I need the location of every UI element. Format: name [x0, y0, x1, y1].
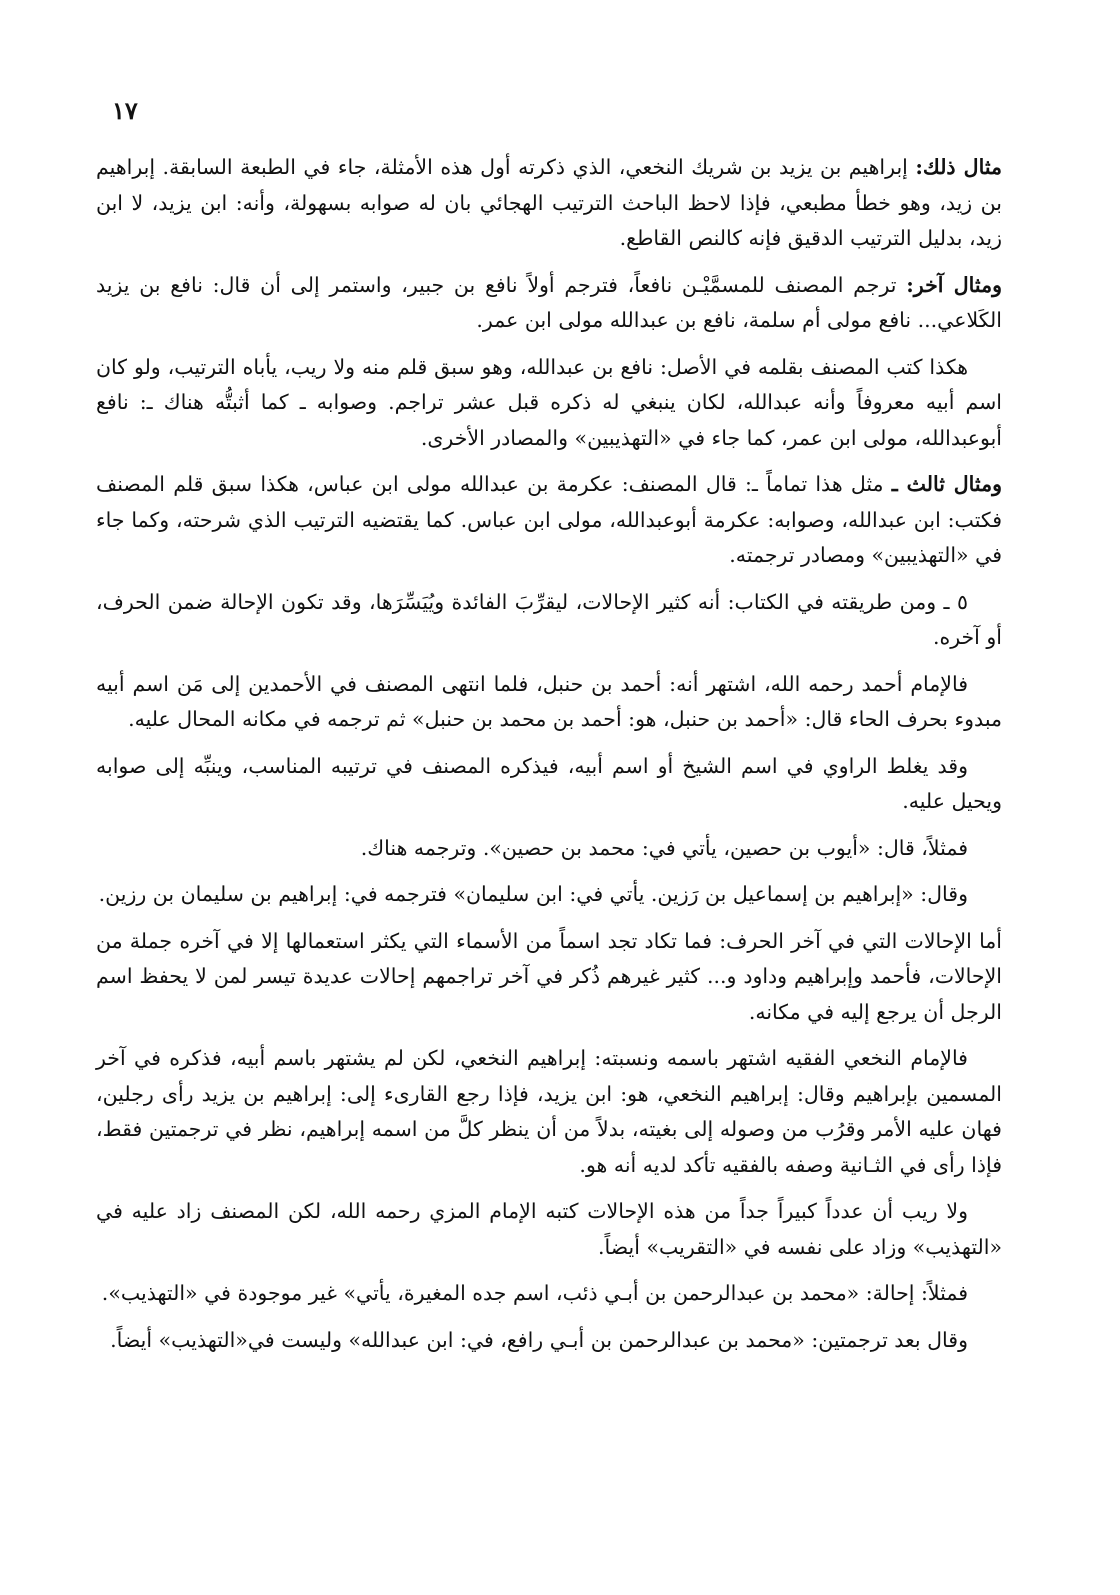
paragraph-text: هكذا كتب المصنف بقلمه في الأصل: نافع بن عبدالله، وهو سبق قلم منه ولا ريب، يأباه الترتيب، ولو كان اسم أبيه معروفاً وأنه عبدالله، لكان ينبغي له ذكره قبل عشر تراجم. وصوابه ـ كما أثبتُّه هناك ـ: نافع أبوعبدالله، مولى ابن عمر، كما جاء في «التهذيبين» والمصادر الأخرى.	[96, 354, 1002, 450]
page-body	[96, 150, 1002, 1358]
paragraph-lead: ومثال آخر:	[906, 272, 1002, 297]
paragraph	[96, 1323, 1002, 1359]
paragraph	[96, 585, 1002, 656]
paragraph-text: ٥ ـ ومن طريقته في الكتاب: أنه كثير الإحالات، ليقرِّبَ الفائدة ويُيَسِّرَها، وقد تكون الإحالة ضمن الحرف، أو آخره.	[96, 589, 1002, 649]
paragraph	[96, 877, 1002, 913]
page-number: ١٧	[112, 96, 138, 125]
paragraph	[96, 749, 1002, 820]
paragraph	[96, 924, 1002, 1031]
paragraph-text: فالإمام النخعي الفقيه اشتهر باسمه ونسبته: إبراهيم النخعي، لكن لم يشتهر باسم أبيه، فذكره في آخر المسمين بإبراهيم وقال: إبراهيم النخعي، هو: ابن يزيد، فإذا رجع القارىء إلى: إبراهيم بن يزيد رأى رجلين، فهان عليه الأمر وقرُب من وصوله إلى بغيته، بدلاً من أن ينظر كلَّ من اسمه إبراهيم، نظر في ترجمتين فقط، فإذا رأى في الثـانية وصفه بالفقيه تأكد لديه أنه هو.	[96, 1046, 1002, 1177]
paragraph-text: ترجم المصنف للمسمَّيْـن نافعاً، فترجم أولاً نافع بن جبير، واستمر إلى أن قال: نافع بن يزيد الكَلاعي... نافع مولى أم سلمة، نافع بن عبدالله مولى ابن عمر.	[96, 272, 1002, 332]
paragraph-text: ولا ريب أن عدداً كبيراً جداً من هذه الإحالات كتبه الإمام المزي رحمه الله، لكن المصنف زاد عليه في «التهذيب» وزاد على نفسه في «التقريب» أيضاً.	[96, 1199, 1002, 1259]
paragraph-text: إبراهيم بن يزيد بن شريك النخعي، الذي ذكرته أول هذه الأمثلة، جاء في الطبعة السابقة. إبراهيم بن زيد، وهو خطأ مطبعي، فإذا لاحظ الباحث الترتيب الهجائي بان له صوابه بسهولة، وأنه: ابن يزيد، لا ابن زيد، بدليل الترتيب الدقيق فإنه كالنص القاطع.	[96, 155, 1002, 250]
paragraph	[96, 150, 1002, 257]
paragraph-text: مثل هذا تماماً ـ: قال المصنف: عكرمة بن عبدالله مولى ابن عباس، هكذا سبق قلم المصنف فكتب: ابن عبدالله، وصوابه: عكرمة أبوعبدالله، مولى ابن عباس. كما يقتضيه الترتيب الذي شرحته، وكما جاء في «التهذيبين» ومصادر ترجمته.	[96, 472, 1002, 567]
paragraph-text: فمثلاً، قال: «أيوب بن حصين، يأتي في: محمد بن حصين». وترجمه هناك.	[360, 835, 968, 860]
paragraph	[96, 350, 1002, 457]
paragraph-text: وقال بعد ترجمتين: «محمد بن عبدالرحمن بن أبـي رافع، في: ابن عبدالله» وليست في«التهذيب» أيضاً.	[110, 1327, 968, 1352]
paragraph	[96, 667, 1002, 738]
paragraph-text: وقد يغلط الراوي في اسم الشيخ أو اسم أبيه، فيذكره المصنف في ترتيبه المناسب، وينبِّه إلى صوابه ويحيل عليه.	[96, 753, 1002, 813]
paragraph-lead: ومثال ثالث ـ	[891, 472, 1002, 496]
paragraph	[96, 467, 1002, 574]
paragraph	[96, 1041, 1002, 1183]
paragraph	[96, 1276, 1002, 1312]
paragraph-text: أما الإحالات التي في آخر الحرف: فما تكاد تجد اسماً من الأسماء التي يكثر استعمالها إلا في آخره جملة من الإحالات، فأحمد وإبراهيم وداود و... كثير غيرهم ذُكر في آخر تراجمهم إحالات عديدة تيسر لمن لا يحفظ اسم الرجل أن يرجع إليه في مكانه.	[96, 928, 1002, 1024]
paragraph	[96, 268, 1002, 339]
paragraph	[96, 831, 1002, 867]
paragraph-text: فالإمام أحمد رحمه الله، اشتهر أنه: أحمد بن حنبل، فلما انتهى المصنف في الأحمدين إلى مَن اسم أبيه مبدوء بحرف الحاء قال: «أحمد بن حنبل، هو: أحمد بن محمد بن حنبل» ثم ترجمه في مكانه المحال عليه.	[96, 671, 1002, 731]
paragraph-lead: مثال ذلك:	[915, 155, 1002, 179]
paragraph-text: فمثلاً: إحالة: «محمد بن عبدالرحمن بن أبـي ذئب، اسم جده المغيرة، يأتي» غير موجودة في «التهذيب».	[101, 1281, 968, 1305]
paragraph	[96, 1194, 1002, 1265]
paragraph-text: وقال: «إبراهيم بن إسماعيل بن رَزين. يأتي في: ابن سليمان» فترجمه في: إبراهيم بن سليمان بن رزين.	[98, 882, 968, 906]
